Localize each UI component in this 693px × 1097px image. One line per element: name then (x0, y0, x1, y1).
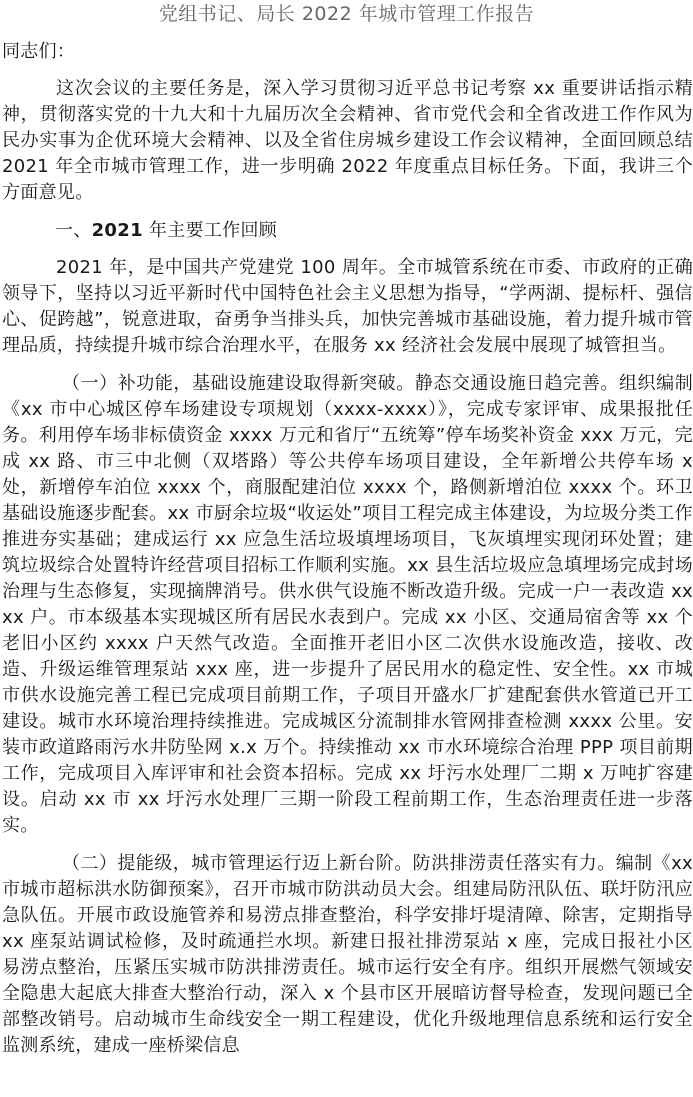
item-1-paragraph: （一）补功能，基础设施建设取得新突破。静态交通设施日趋完善。组织编制《xx 市中心城区停车场建设专项规划（xxxx-xxxx）》，完成专家评审、成果报批任务。利用停车场非标债资金 xxxx 万元和省厅“五统筹”停车场奖补资金 xxx 万元，完成 xx 路、市三中北侧（双塔路）等公共停车场项目建设，全年新增公共停车场 x 处，新增停车泊位 xxxx 个，商服配建泊位 xxxx 个，路侧新增泊位 xxxx 个。环卫基础设施逐步配套。xx 市厨余垃圾“收运处”项目工程完成主体建设，为垃圾分类工作推进夯实基础；建成运行 xx 应急生活垃圾填埋场项目，飞灰填埋实现闭环处置；建筑垃圾综合处置特许经营项目招标工作顺利实施。xx 县生活垃圾应急填埋场完成封场治理与生态修复，实现摘牌消号。供水供气设施不断改造升级。完成一户一表改造 xxxx 户。市本级基本实现城区所有居民水表到户。完成 xx 小区、交通局宿舍等 xx 个老旧小区约 xxxx 户天然气改造。全面推开老旧小区二次供水设施改造，接收、改造、升级运维管理泵站 xxx 座，进一步提升了居民用水的稳定性、安全性。xx 市城市供水设施完善工程已完成项目前期工作，子项目开盛水厂扩建配套供水管道已开工建设。城市水环境治理持续推进。完成城区分流制排水管网排查检测 xxxx 公里。安装市政道路雨污水井防坠网 x.x 万个。持续推动 xx 市水环境综合治理 PPP 项目前期工作，完成项目入库评审和社会资本招标。完成 xx 圩污水处理厂二期 x 万吨扩容建设。启动 xx 市 xx 圩污水处理厂三期一阶段工程前期工作，生态治理责任进一步落实。 (2, 373, 693, 836)
document-title: 党组书记、局长 2022 年城市管理工作报告 (158, 3, 535, 25)
intro-paragraph: 这次会议的主要任务是，深入学习贯彻习近平总书记考察 xx 重要讲话指示精神，贯彻落实党的十九大和十九届历次全会精神、省市党代会和全省改进工作作风为民办实事为企优环境大会精神、以及全省住房城乡建设工作会议精神，全面回顾总结 2021 年全市城市管理工作，进一步明确 2022 年度重点目标任务。下面，我讲三个方面意见。 (2, 78, 693, 203)
section-heading-year: 2021 (91, 220, 143, 241)
section-intro-paragraph: 2021 年，是中国共产党建党 100 周年。全市城管系统在市委、市政府的正确领导下，坚持以习近平新时代中国特色社会主义思想为指导，“学两湖、提标杆、强信心、促跨越”，锐意进取，奋勇争当排头兵，加快完善城市基础设施，着力提升城市管理品质，持续提升城市综合治理水平，在服务 xx 经济社会发展中展现了城管担当。 (2, 257, 693, 356)
item-2-paragraph: （二）提能级，城市管理运行迈上新台阶。防洪排涝责任落实有力。编制《xx 市城市超标洪水防御预案》，召开市城市防洪动员大会。组建局防汛队伍、联圩防汛应急队伍。开展市政设施管养和易涝点排查整治，科学安排圩堤清障、除害，定期指导 xx 座泵站调试检修，及时疏通拦水坝。新建日报社排涝泵站 x 座，完成日报社小区易涝点整治，压紧压实城市防洪排涝责任。城市运行安全有序。组织开展燃气领域安全隐患大起底大排查大整治行动，深入 x 个县市区开展暗访督导检查，发现问题已全部整改销号。启动城市生命线安全一期工程建设，优化升级地理信息系统和运行安全监测系统，建成一座桥梁信息 (2, 853, 693, 1056)
greeting: 同志们： (2, 41, 76, 62)
section-heading (0, 218, 693, 244)
section-heading-text: 年主要工作回顾 (142, 220, 278, 241)
section-heading-prefix: 一、 (55, 220, 92, 241)
